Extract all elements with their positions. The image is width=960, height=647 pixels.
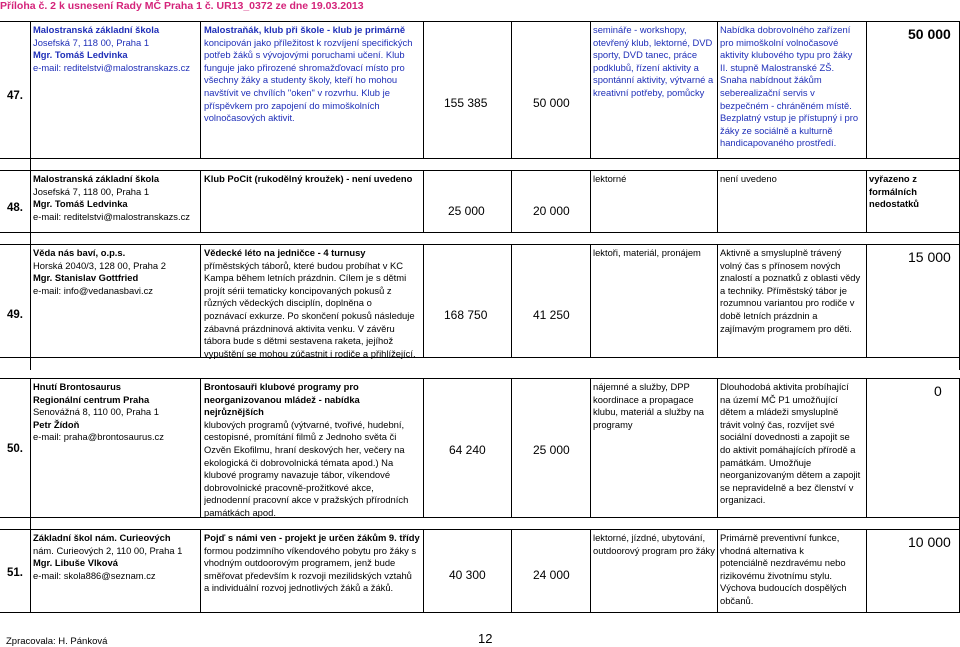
applicant bbox=[33, 247, 199, 297]
applicant bbox=[33, 173, 199, 223]
approved-amount: 50 000 bbox=[908, 26, 951, 42]
requested-amount: 50 000 bbox=[533, 96, 570, 110]
total-cost: 40 300 bbox=[449, 568, 486, 582]
applicant-email: e-mail: reditelstvi@malostranskazs.cz bbox=[33, 210, 190, 222]
text-line: sociální dovednosti a zapojit se bbox=[720, 431, 850, 443]
text-line: Kampa během letních prázdnin. Cílem je s dětmi bbox=[204, 272, 407, 284]
text-line: a techniky. Příměstský tábor je bbox=[720, 284, 847, 296]
text-line: spontánní aktivity, výtvarné a bbox=[593, 74, 714, 86]
text-line: na území MČ P1 umožňující bbox=[720, 393, 838, 405]
approved-amount: 10 000 bbox=[908, 534, 951, 550]
document-header: Příloha č. 2 k usnesení Rady MČ Praha 1 č. UR13_0372 ze dne 19.03.2013 bbox=[0, 0, 364, 12]
text-line: rozumnou variantou pro rodiče v bbox=[720, 297, 855, 309]
total-cost: 64 240 bbox=[449, 443, 486, 457]
project-description bbox=[204, 381, 422, 520]
applicant-name: Hnutí Brontosaurus bbox=[33, 381, 122, 392]
text-line: neorganizovanou mládež - nabídka nejrůznějších bbox=[204, 393, 360, 418]
table-row bbox=[0, 529, 960, 613]
total-cost: 25 000 bbox=[448, 204, 485, 218]
row-number: 48. bbox=[7, 202, 23, 214]
text-line: projít sérii tematicky koncipovaných pokusů z bbox=[204, 284, 392, 296]
applicant-contact: Mgr. Libuše Vlková bbox=[33, 557, 118, 569]
requested-amount: 25 000 bbox=[533, 443, 570, 457]
text-line: pro mimoškolní volnočasové bbox=[720, 36, 839, 48]
project-description bbox=[204, 532, 422, 595]
text-line: tábora bude s dětmi sestavena raketa, jejíhož bbox=[204, 335, 394, 347]
text-line: handicapovaného prostředí. bbox=[720, 137, 837, 149]
text-line: Aktivně a smysluplně trávený bbox=[720, 247, 842, 258]
text-line: klubové programy navazuje tábor, víkendové bbox=[204, 469, 391, 481]
text-line: koordinace a propagace bbox=[593, 393, 694, 405]
applicant-contact: Mgr. Stanislav Gottfried bbox=[33, 272, 139, 284]
row-separator bbox=[0, 357, 960, 370]
text-line: II. stupně Malostranské ZŠ. bbox=[720, 61, 835, 73]
applicant-contact: Mgr. Tomáš Ledvinka bbox=[33, 198, 128, 210]
text-line: příměstských táborů, které budou probíhat v KC bbox=[204, 259, 404, 271]
text-line: Malostraňák, klub při škole - klub je primárně bbox=[204, 24, 406, 35]
text-line: Vědecké léto na jedničce - 4 turnusy bbox=[204, 247, 366, 258]
text-line: Dlouhodobá aktivita probíhající bbox=[720, 381, 849, 392]
applicant-name: Věda nás baví, o.p.s. bbox=[33, 247, 126, 258]
evaluation-note bbox=[720, 173, 865, 186]
text-line: ekologická či dobrovolnická témata apod.) Na bbox=[204, 456, 394, 468]
applicant-email: e-mail: skola886@seznam.cz bbox=[33, 569, 156, 581]
text-line: klubu, materiál a služby na bbox=[593, 406, 704, 418]
text-line: otevřený klub, lektorné, DVD bbox=[593, 36, 713, 48]
text-line: formou podzimního víkendového pobytu pro žáky s bbox=[204, 544, 417, 556]
text-line: občanů. bbox=[720, 594, 754, 606]
text-line: Ozvěn Ekofilmu, hraní deskových her, večery na bbox=[204, 443, 405, 455]
applicant bbox=[33, 24, 199, 74]
applicant-address: Josefská 7, 118 00, Praha 1 bbox=[33, 185, 150, 197]
applicant-name: Základní škol nám. Curieových bbox=[33, 532, 171, 543]
row-number: 47. bbox=[7, 90, 23, 102]
text-line: potřeb žáků s vývojovými poruchami učení. Klub bbox=[204, 49, 405, 61]
text-line: organizaci. bbox=[720, 494, 766, 506]
total-cost: 155 385 bbox=[444, 96, 488, 110]
text-line: navštívit ve chvílích "oken" v rozvrhu. Klub je bbox=[204, 86, 390, 98]
text-line: bezpečném - chráněném místě. bbox=[720, 99, 852, 111]
text-line: podklubů, řízení aktivity a bbox=[593, 61, 699, 73]
text-line: všechny žáky a studenty školy, kteří ho mohou bbox=[204, 74, 398, 86]
project-description bbox=[204, 247, 422, 360]
purpose bbox=[593, 24, 716, 100]
applicant-contact: Mgr. Tomáš Ledvinka bbox=[33, 49, 128, 61]
text-line: zábavná prázdninová aktivita venku. V závěru bbox=[204, 322, 395, 334]
text-line: neorganizovaným dětem a zapojit bbox=[720, 469, 861, 481]
approved-status bbox=[869, 173, 959, 211]
row-number: 49. bbox=[7, 309, 23, 321]
evaluation-note bbox=[720, 247, 865, 335]
applicant bbox=[33, 381, 199, 444]
text-line: Brontosauři klubové programy pro bbox=[204, 381, 359, 392]
text-line: programy bbox=[593, 418, 633, 430]
text-line: lektoři, materiál, pronájem bbox=[593, 247, 701, 258]
text-line: Bezplatný vstup je přístupný i pro bbox=[720, 112, 859, 124]
applicant-contact: Petr Žídoň bbox=[33, 418, 80, 430]
text-line: Primárně preventivní funkce, bbox=[720, 532, 840, 543]
project-description bbox=[204, 173, 422, 186]
text-line: nájemné a služby, DPP bbox=[593, 381, 690, 392]
table-row bbox=[0, 170, 960, 233]
text-line: volný čas s přínosem nových bbox=[720, 259, 841, 271]
text-line: Snaha nabídnout žákům bbox=[720, 74, 822, 86]
text-line: poznávací exkurze. Po skončení pokusů následuje bbox=[204, 309, 415, 321]
text-line: potenciálně nezdravému nebo bbox=[720, 557, 846, 569]
requested-amount: 41 250 bbox=[533, 308, 570, 322]
text-line: aktivity klubového typu pro žáky bbox=[720, 49, 853, 61]
text-line: koncipován jako příležitost k rozvíjení specifických bbox=[204, 36, 413, 48]
text-line: době letních prázdnin a bbox=[720, 309, 818, 321]
text-line: klubových programů (výtvarné, tvořivé, hudební, bbox=[204, 418, 405, 430]
text-line: do aktivit pomáhajících přírodě a bbox=[720, 443, 856, 455]
text-line: volnočasových aktivit. bbox=[204, 112, 295, 124]
applicant-address: Horská 2040/3, 128 00, Praha 2 bbox=[33, 259, 166, 271]
applicant-address: Senovážná 8, 110 00, Praha 1 bbox=[33, 406, 159, 418]
text-line: lektorné, jízdné, ubytování, bbox=[593, 532, 706, 543]
text-line: se nepravidelně a bez členství v bbox=[720, 481, 854, 493]
text-line: Klub PoCit (rukodělný kroužek) - není uvedeno bbox=[204, 173, 413, 184]
approved-amount: 15 000 bbox=[908, 249, 951, 265]
text-line: outdoorový program pro žáky bbox=[593, 544, 715, 556]
purpose bbox=[593, 381, 716, 431]
purpose bbox=[593, 173, 716, 186]
evaluation-note bbox=[720, 532, 865, 608]
table-row bbox=[0, 378, 960, 518]
total-cost: 168 750 bbox=[444, 308, 488, 322]
table-row bbox=[0, 21, 960, 159]
text-line: různých vědeckých disciplín, doplněna o bbox=[204, 297, 372, 309]
text-line: památkách apod. bbox=[204, 506, 276, 518]
project-description bbox=[204, 24, 422, 125]
text-line: vhodná alternativa k bbox=[720, 544, 804, 556]
requested-amount: 24 000 bbox=[533, 568, 570, 582]
text-line: vyřazeno z bbox=[869, 173, 917, 184]
evaluation-note bbox=[720, 381, 865, 507]
text-line: seberealizační servis v bbox=[720, 86, 815, 98]
applicant-name-2: Regionální centrum Praha bbox=[33, 393, 150, 405]
applicant bbox=[33, 532, 199, 582]
text-line: vypuštění se mohou zúčastnit i rodiče a přihlížející. bbox=[204, 347, 416, 359]
text-line: rizikovému životnímu stylu. bbox=[720, 569, 833, 581]
page-number: 12 bbox=[478, 631, 493, 646]
approved-amount: 0 bbox=[934, 383, 942, 399]
text-line: sporty, DVD tanec, práce bbox=[593, 49, 698, 61]
text-line: semináře - workshopy, bbox=[593, 24, 687, 35]
text-line: zajímavým programem pro děti. bbox=[720, 322, 852, 334]
purpose bbox=[593, 247, 716, 260]
applicant-email: e-mail: praha@brontosaurus.cz bbox=[33, 431, 164, 443]
text-line: dětem a mládeži smysluplně bbox=[720, 406, 839, 418]
text-line: žáky ze sociálně a kulturně bbox=[720, 124, 833, 136]
text-line: znalostí a poznatků z oblasti vědy bbox=[720, 272, 861, 284]
applicant-email: e-mail: reditelstvi@malostranskazs.cz bbox=[33, 61, 190, 73]
applicant-address: Josefská 7, 118 00, Praha 1 bbox=[33, 36, 150, 48]
text-line: lektorné bbox=[593, 173, 627, 184]
row-number: 50. bbox=[7, 443, 23, 455]
text-line: trávit volný čas, rozvíjet své bbox=[720, 418, 835, 430]
text-line: Výchova budoucích dospělých bbox=[720, 582, 847, 594]
text-line: funguje jako přirozené shromažďovací místo pro bbox=[204, 61, 405, 73]
text-line: vhodným outdoorovým programem, jenž bude bbox=[204, 557, 396, 569]
requested-amount: 20 000 bbox=[533, 204, 570, 218]
purpose bbox=[593, 532, 716, 557]
applicant-email: e-mail: info@vedanasbavi.cz bbox=[33, 284, 153, 296]
text-line: dobrovolnické pracovně-prožitkové akce, bbox=[204, 481, 374, 493]
text-line: směřovat především k rozvoji mezilidských vztahů bbox=[204, 569, 412, 581]
text-line: jednodenní pracovní akce v pražských přírodních bbox=[204, 494, 409, 506]
table-row bbox=[0, 244, 960, 358]
text-line: není uvedeno bbox=[720, 173, 777, 184]
text-line: příspěvkem pro zapojení do mimoškolních bbox=[204, 99, 380, 111]
text-line: formálních bbox=[869, 185, 917, 197]
footer-author: Zpracovala: H. Pánková bbox=[6, 636, 108, 647]
applicant-name: Malostranská základní škola bbox=[33, 24, 160, 35]
text-line: Pojď s námi ven - projekt je určen žákům 9. třídy bbox=[204, 532, 420, 543]
evaluation-note bbox=[720, 24, 865, 150]
text-line: cestopisné, promítání filmů z Jednoho světa či bbox=[204, 431, 397, 443]
text-line: nedostatků bbox=[869, 198, 920, 210]
row-number: 51. bbox=[7, 567, 23, 579]
text-line: Nabídka dobrovolného zařízení bbox=[720, 24, 851, 35]
text-line: památkám. Umožňuje bbox=[720, 456, 812, 468]
applicant-name: Malostranská základní škola bbox=[33, 173, 160, 184]
text-line: a individuální rozvoj jednotlivých žáků a žáků. bbox=[204, 582, 394, 594]
applicant-address: nám. Curieových 2, 110 00, Praha 1 bbox=[33, 544, 183, 556]
text-line: kreativní potřeby, pomůcky bbox=[593, 86, 705, 98]
